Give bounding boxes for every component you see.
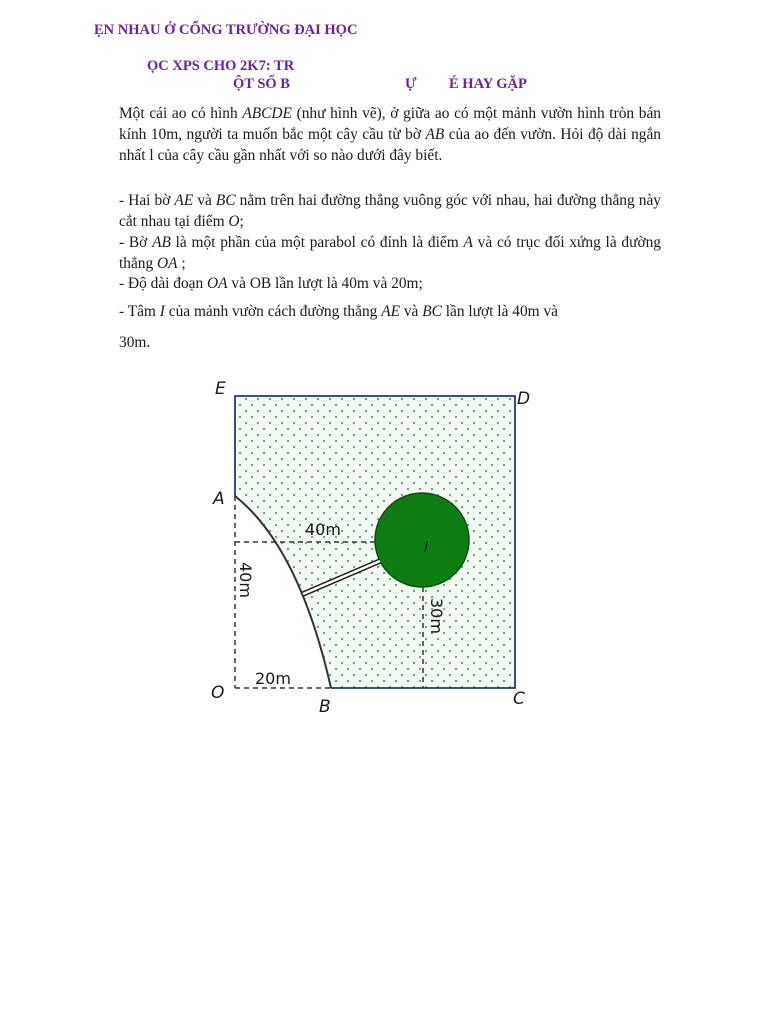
label-i: I (424, 538, 429, 556)
label-o: O (211, 683, 225, 703)
garden-circle (375, 493, 469, 587)
label-d: D (517, 389, 531, 409)
label-c: C (513, 689, 525, 709)
dim-left-40m: 40m (236, 562, 255, 598)
label-e: E (215, 379, 226, 399)
condition-3: - Độ dài đoạn OA và OB lần lượt là 40m và 20m; (119, 275, 423, 292)
label-b: B (319, 697, 331, 717)
header-line-3a: ỘT SỐ B (233, 76, 290, 92)
condition-2: - Bờ AB là một phần của một parabol có đỉnh là điểm A và có trục đối xứng là đường thẳng OA ; (119, 234, 661, 272)
problem-intro: Một cái ao có hình ABCDE (như hình vẽ), ở giữa ao có một mảnh vườn hình tròn bán kính 10m, người ta muốn bắc một cây cầu từ bờ AB của ao đến vườn. Hỏi độ dài ngắn nhất l của cây cầu gần nhất với so nào dưới đây biết. (119, 105, 661, 164)
condition-1: - Hai bờ AE và BC nằm trên hai đường thẳng vuông góc với nhau, hai đường thẳng này cắt nhau tại điểm O; (119, 192, 661, 230)
header-line-3c: É HAY GẶP (449, 76, 527, 92)
pond-figure (195, 372, 540, 717)
dim-top-40m: 40m (305, 520, 341, 539)
dim-right-30m: 30m (427, 598, 446, 634)
condition-4: - Tâm I của mảnh vườn cách đường thẳng AE và BC lần lượt là 40m và (119, 303, 558, 320)
label-a: A (213, 489, 225, 509)
header-line-2: ỌC XPS CHO 2K7: TR (147, 58, 295, 74)
dim-bottom-20m: 20m (255, 669, 291, 688)
header-line-3b: Ự (405, 76, 417, 92)
header-line-1: ẸN NHAU Ở CỔNG TRƯỜNG ĐẠI HỌC (94, 22, 358, 38)
condition-4-end: 30m. (119, 334, 151, 351)
